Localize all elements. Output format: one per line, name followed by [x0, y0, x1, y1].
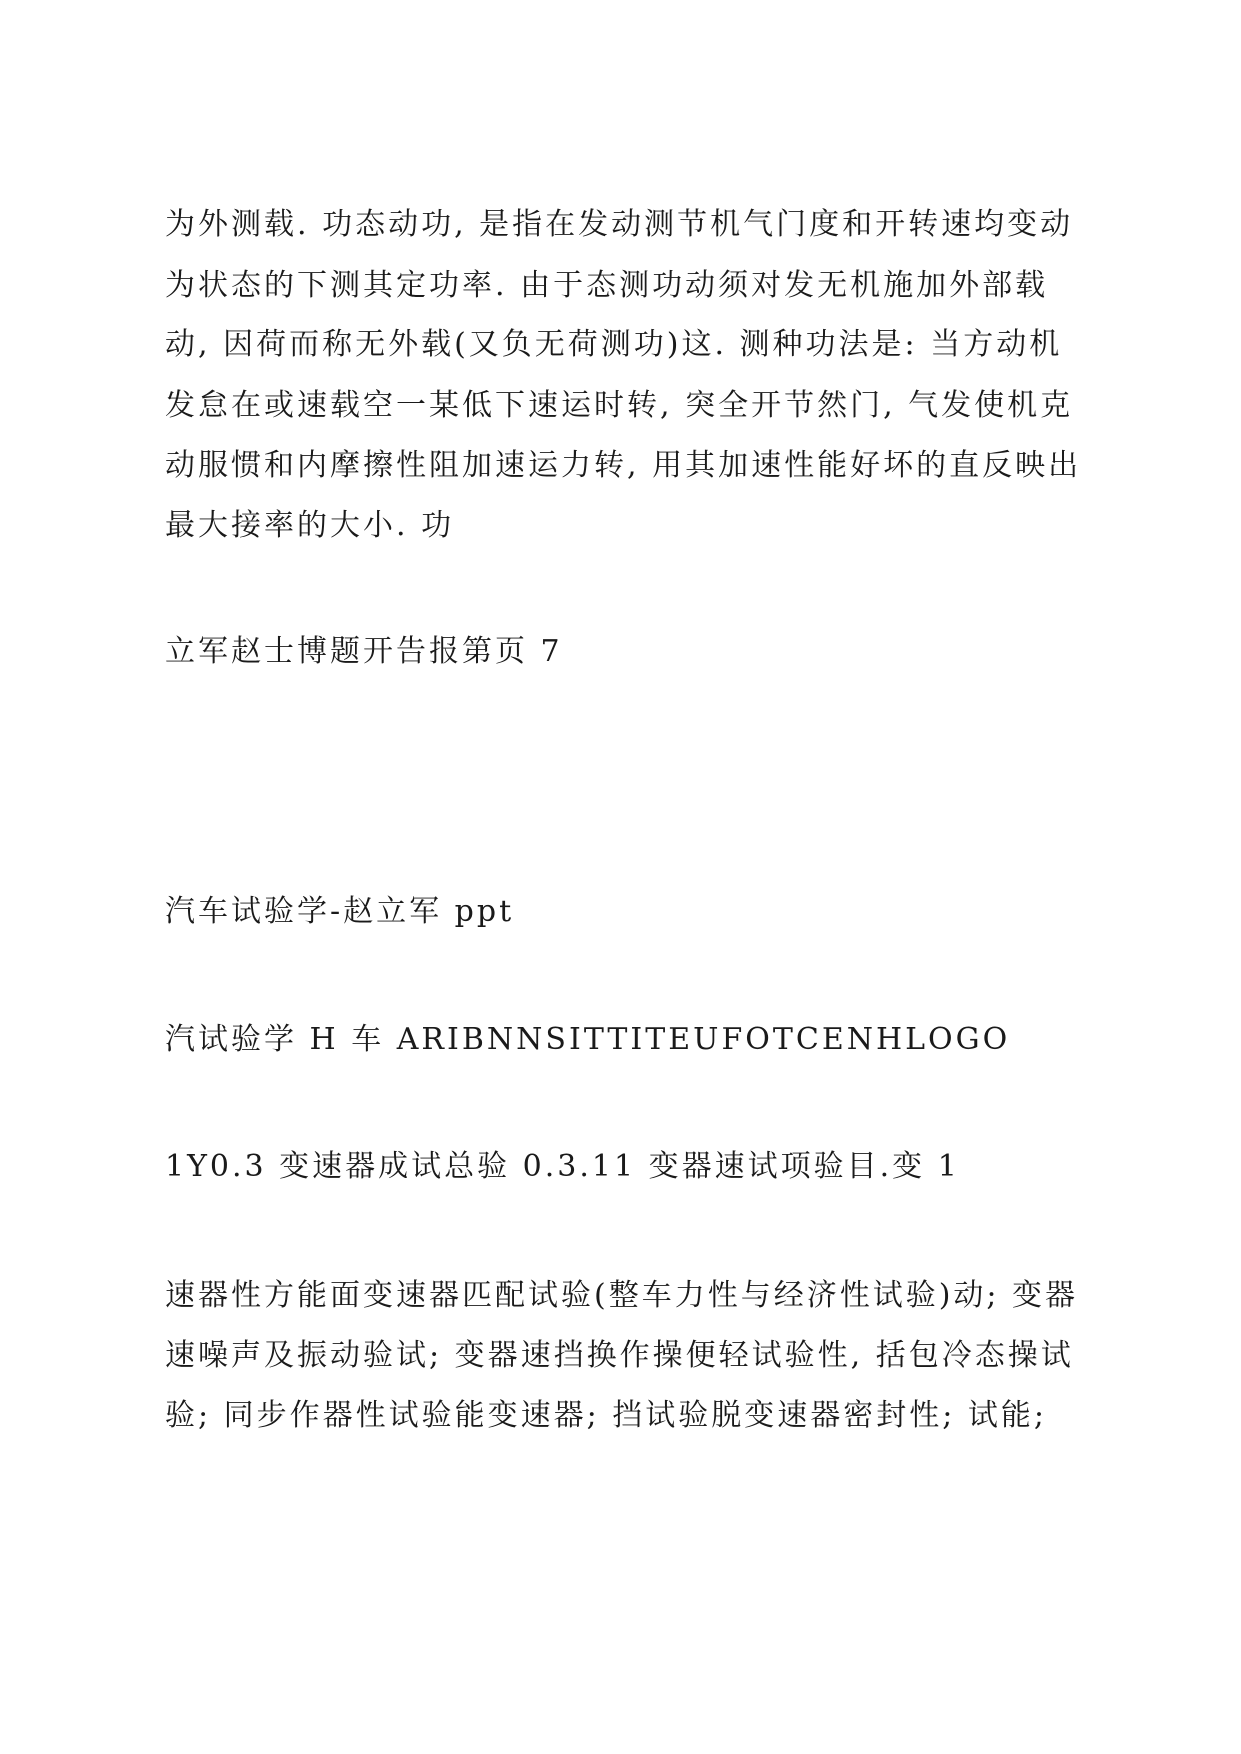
- paragraph1-line-2: 为状态的下测其定功率. 由于态测功动须对发无机施加外部载: [165, 268, 1049, 303]
- paragraph2-line-1: 速器性方能面变速器匹配试验(整车力性与经济性试验)动; 变器: [165, 1278, 1079, 1313]
- section-line: 1Y0.3 变速器成试总验 0.3.11 变器速试项验目.变 1: [165, 1149, 960, 1184]
- paragraph1-line-4: 发怠在或速载空一某低下速运时转, 突全开节然门, 气发使机克: [165, 388, 1074, 423]
- paragraph2-line-2: 速噪声及振动验试; 变器速挡换作操便轻试验性, 括包冷态操试: [165, 1338, 1074, 1373]
- page-footer-text: 立军赵士博题开告报第页 7: [165, 634, 563, 669]
- paragraph1-line-6: 最大接率的大小. 功: [165, 508, 455, 543]
- paragraph2-line-3: 验; 同步作器性试验能变速器; 挡试验脱变速器密封性; 试能;: [165, 1398, 1048, 1433]
- paragraph1-line-5: 动服惯和内摩擦性阻加速运力转, 用其加速性能好坏的直反映出: [165, 448, 1082, 483]
- paragraph1-line-3: 动, 因荷而称无外载(又负无荷测功)这. 测种功法是: 当方动机: [165, 327, 1063, 362]
- heading-title: 汽车试验学-赵立军 ppt: [165, 894, 515, 929]
- subheading-title: 汽试验学 H 车 ARIBNNSITTITEUFOTCENHLOGO: [165, 1022, 1011, 1057]
- paragraph1-line-1: 为外测载. 功态动功, 是指在发动测节机气门度和开转速均变动: [165, 207, 1074, 242]
